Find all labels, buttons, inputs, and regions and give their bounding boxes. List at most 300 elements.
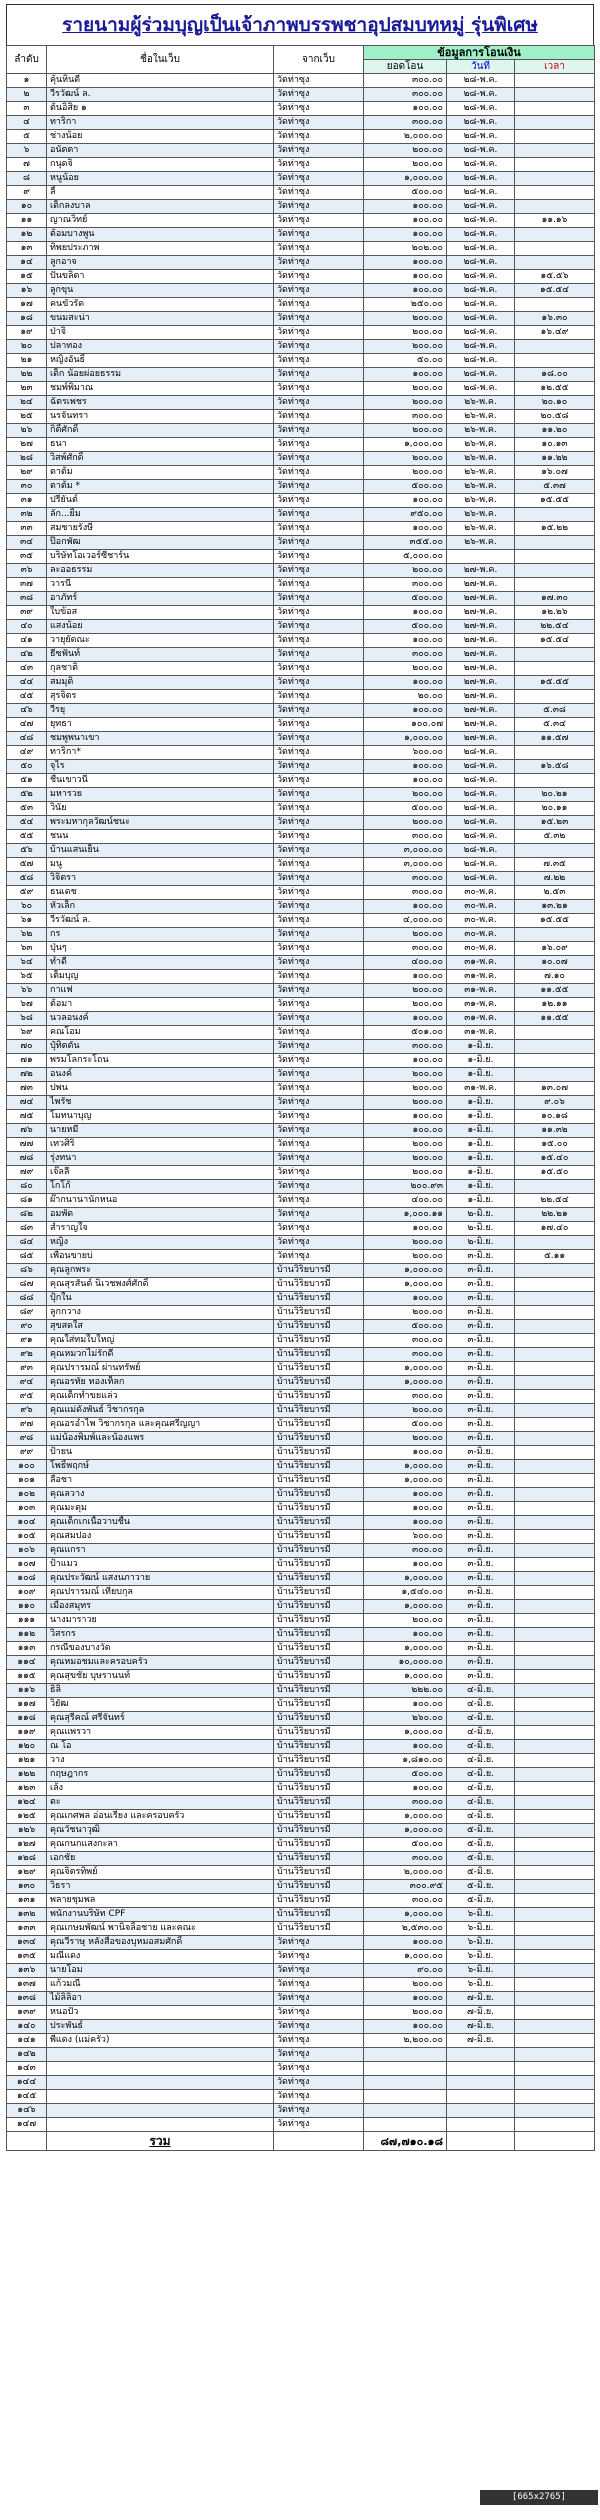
cell-from: บ้านวิริยบารมี	[274, 1418, 364, 1432]
cell-time	[515, 1418, 595, 1432]
cell-amount: ๑๐๐.๐๐	[364, 2020, 447, 2034]
cell-amount: ๑,๐๐๐.๐๐	[364, 1642, 447, 1656]
cell-name: คุณหมอชมและครอบครัว	[47, 1656, 274, 1670]
cell-no: ๔๔	[7, 676, 47, 690]
cell-amount: ๒๐๐.๐๐	[364, 158, 447, 172]
cell-date: ๓-มิ.ย.	[447, 1250, 515, 1264]
cell-date: ๓-มิ.ย.	[447, 1544, 515, 1558]
cell-time: ๑๑.๕๗	[515, 732, 595, 746]
cell-time	[515, 1446, 595, 1460]
cell-no: ๘๘	[7, 1292, 47, 1306]
cell-name: คุณแพรวา	[47, 1726, 274, 1740]
cell-name: ขนมสะน่า	[47, 312, 274, 326]
cell-no: ๙๑	[7, 1334, 47, 1348]
cell-time	[515, 928, 595, 942]
cell-time	[515, 1334, 595, 1348]
cell-from: วัดท่าซุง	[274, 466, 364, 480]
cell-amount: ๒๐๐.๐๐	[364, 928, 447, 942]
cell-amount: ๒๐๒.๐๐	[364, 242, 447, 256]
cell-no: ๙๙	[7, 1446, 47, 1460]
cell-from: บ้านวิริยบารมี	[274, 1684, 364, 1698]
cell-name: ทำดี	[47, 956, 274, 970]
table-row	[7, 1264, 595, 1278]
cell-no: ๑๔๓	[7, 2062, 47, 2076]
header-name: ชื่อในเว็บ	[47, 46, 274, 74]
cell-no: ๘	[7, 172, 47, 186]
cell-date: ๒๘-พ.ค.	[447, 816, 515, 830]
cell-no: ๖๗	[7, 998, 47, 1012]
table-row	[7, 886, 595, 900]
cell-time	[515, 1600, 595, 1614]
cell-from: วัดท่าซุง	[274, 1068, 364, 1082]
cell-from: วัดท่าซุง	[274, 74, 364, 88]
cell-name: คุณสุขชัย บุษรานนท์	[47, 1670, 274, 1684]
cell-time	[515, 1992, 595, 2006]
cell-from: วัดท่าซุง	[274, 718, 364, 732]
cell-date: ๓๑-พ.ค.	[447, 998, 515, 1012]
cell-date: ๒๘-พ.ค.	[447, 382, 515, 396]
cell-date: ๒๘-พ.ค.	[447, 788, 515, 802]
cell-no: ๑๐๗	[7, 1558, 47, 1572]
cell-no: ๗๓	[7, 1082, 47, 1096]
cell-time: ๒๒.๕๔	[515, 1194, 595, 1208]
cell-amount: ๑๐๐.๐๐	[364, 1446, 447, 1460]
cell-date: ๒๖-พ.ค.	[447, 410, 515, 424]
cell-amount: ๔๐๐.๐๐	[364, 956, 447, 970]
cell-time: ๑๕.๕๕	[515, 914, 595, 928]
cell-name: คุณเด็กทำขยแล่ว	[47, 1390, 274, 1404]
table-row	[7, 956, 595, 970]
cell-from: วัดท่าซุง	[274, 354, 364, 368]
cell-amount	[364, 2090, 447, 2104]
cell-from: วัดท่าซุง	[274, 1054, 364, 1068]
cell-date: ๒๘-พ.ค.	[447, 130, 515, 144]
cell-time	[515, 1376, 595, 1390]
cell-date: ๓-มิ.ย.	[447, 1488, 515, 1502]
cell-from: วัดท่าซุง	[274, 228, 364, 242]
cell-time: ๑๑.๑๖	[515, 214, 595, 228]
cell-time	[515, 1460, 595, 1474]
cell-time	[515, 116, 595, 130]
table-row	[7, 634, 595, 648]
cell-name: ทาริกา*	[47, 746, 274, 760]
cell-from: วัดท่าซุง	[274, 690, 364, 704]
cell-name: อนัตตา	[47, 144, 274, 158]
table-row	[7, 732, 595, 746]
cell-date: ๕-มิ.ย.	[447, 1880, 515, 1894]
table-row	[7, 1110, 595, 1124]
cell-date: ๓-มิ.ย.	[447, 1348, 515, 1362]
cell-time	[515, 354, 595, 368]
cell-time	[515, 1488, 595, 1502]
cell-date: ๒๖-พ.ค.	[447, 494, 515, 508]
table-row	[7, 1656, 595, 1670]
cell-date: ๑-มิ.ย.	[447, 1054, 515, 1068]
cell-time	[515, 1068, 595, 1082]
cell-date: ๕-มิ.ย.	[447, 1824, 515, 1838]
cell-time	[515, 186, 595, 200]
cell-name: ธนเดช	[47, 886, 274, 900]
cell-from: บ้านวิริยบารมี	[274, 1866, 364, 1880]
cell-name: วิสพ์ศักดิ์	[47, 452, 274, 466]
cell-date: ๒๘-พ.ค.	[447, 284, 515, 298]
cell-time	[515, 88, 595, 102]
cell-time	[515, 1264, 595, 1278]
cell-time	[515, 2020, 595, 2034]
cell-time	[515, 1656, 595, 1670]
cell-amount: ๑๐๐.๐๐	[364, 1628, 447, 1642]
cell-time	[515, 1054, 595, 1068]
cell-time: ๕.๓๒	[515, 830, 595, 844]
donor-sheet	[6, 4, 594, 2151]
cell-date: ๑-มิ.ย.	[447, 1194, 515, 1208]
cell-from: วัดท่าซุง	[274, 676, 364, 690]
cell-no: ๑๒๕	[7, 1810, 47, 1824]
cell-amount: ๕๐๐.๐๐	[364, 592, 447, 606]
cell-date: ๒๘-พ.ค.	[447, 312, 515, 326]
cell-from: วัดท่าซุง	[274, 1040, 364, 1054]
cell-date: ๖-มิ.ย.	[447, 1908, 515, 1922]
cell-from: บ้านวิริยบารมี	[274, 1600, 364, 1614]
cell-name: สุรจิตร	[47, 690, 274, 704]
cell-name	[47, 2062, 274, 2076]
cell-no: ๔๖	[7, 704, 47, 718]
cell-no: ๖๐	[7, 900, 47, 914]
cell-amount: ๑๐๐.๐๐	[364, 774, 447, 788]
cell-date: ๒๘-พ.ค.	[447, 802, 515, 816]
cell-from: บ้านวิริยบารมี	[274, 1488, 364, 1502]
cell-date: ๕-มิ.ย.	[447, 1866, 515, 1880]
cell-from: บ้านวิริยบารมี	[274, 1824, 364, 1838]
cell-amount: ๓๐๐.๐๐	[364, 116, 447, 130]
cell-name: คุณอรอำไพ วิชากรกุล และคุณศรีญญา	[47, 1418, 274, 1432]
cell-from: วัดท่าซุง	[274, 1950, 364, 1964]
cell-time: ๒๐.๒๑	[515, 788, 595, 802]
cell-time: ๑๐.๑๓	[515, 438, 595, 452]
cell-no: ๘๕	[7, 1250, 47, 1264]
table-row	[7, 704, 595, 718]
cell-amount: ๒,๐๐๐.๐๐	[364, 1866, 447, 1880]
cell-amount: ๕๐๐.๐๐	[364, 1320, 447, 1334]
cell-date: ๔-มิ.ย.	[447, 1684, 515, 1698]
cell-time	[515, 2048, 595, 2062]
cell-date	[447, 2048, 515, 2062]
header-time: เวลา	[515, 60, 595, 74]
cell-date: ๔-มิ.ย.	[447, 1698, 515, 1712]
cell-date	[447, 2118, 515, 2132]
cell-no: ๑๑๑	[7, 1614, 47, 1628]
cell-name: ไพรัช	[47, 1096, 274, 1110]
cell-from: บ้านวิริยบารมี	[274, 1502, 364, 1516]
cell-amount: ๒๖๐.๐๐	[364, 1712, 447, 1726]
table-row	[7, 1600, 595, 1614]
cell-date: ๓-มิ.ย.	[447, 1558, 515, 1572]
cell-from: บ้านวิริยบารมี	[274, 1852, 364, 1866]
cell-time: ๑๖.๔๙	[515, 326, 595, 340]
table-row	[7, 1348, 595, 1362]
table-row	[7, 1474, 595, 1488]
cell-name: ตาต้ม	[47, 466, 274, 480]
cell-date: ๓-มิ.ย.	[447, 1586, 515, 1600]
cell-no: ๖๔	[7, 956, 47, 970]
cell-date: ๒๖-พ.ค.	[447, 424, 515, 438]
cell-no: ๗๕	[7, 1110, 47, 1124]
cell-name: ปุ๋ทิตตัน	[47, 1040, 274, 1054]
cell-name: คุณใส่ทมใบใหญ่	[47, 1334, 274, 1348]
cell-from: วัดท่าซุง	[274, 1152, 364, 1166]
table-row	[7, 1824, 595, 1838]
table-row	[7, 1460, 595, 1474]
header-amount: ยอดโอน	[364, 60, 447, 74]
cell-no: ๒๓	[7, 382, 47, 396]
cell-from: วัดท่าซุง	[274, 774, 364, 788]
cell-from: วัดท่าซุง	[274, 704, 364, 718]
cell-name: ลูกขุน	[47, 284, 274, 298]
cell-date: ๓-มิ.ย.	[447, 1404, 515, 1418]
cell-amount: ๒๐๐.๐๐	[364, 998, 447, 1012]
cell-name: วิจิตรา	[47, 872, 274, 886]
cell-from: บ้านวิริยบารมี	[274, 1712, 364, 1726]
cell-date: ๔-มิ.ย.	[447, 1740, 515, 1754]
cell-name: รุ่งทนา	[47, 1152, 274, 1166]
cell-amount: ๒๐๐.๐๐	[364, 466, 447, 480]
cell-no: ๕	[7, 130, 47, 144]
cell-name: กนุดจิ	[47, 158, 274, 172]
cell-time	[515, 228, 595, 242]
cell-name: นรจันทรา	[47, 410, 274, 424]
table-row	[7, 676, 595, 690]
cell-date: ๓-มิ.ย.	[447, 1474, 515, 1488]
cell-from: วัดท่าซุง	[274, 578, 364, 592]
cell-time	[515, 508, 595, 522]
cell-date: ๒๘-พ.ค.	[447, 872, 515, 886]
cell-from: วัดท่าซุง	[274, 2048, 364, 2062]
cell-from: วัดท่าซุง	[274, 1964, 364, 1978]
cell-name: กุลชาติ	[47, 662, 274, 676]
cell-amount: ๒๐๐.๐๐	[364, 396, 447, 410]
cell-date: ๕-มิ.ย.	[447, 1852, 515, 1866]
cell-no: ๗๐	[7, 1040, 47, 1054]
cell-amount: ๑๐๐.๐๗	[364, 718, 447, 732]
cell-time	[515, 1712, 595, 1726]
cell-no: ๙๕	[7, 1390, 47, 1404]
cell-no: ๓๑	[7, 494, 47, 508]
cell-no: ๖๘	[7, 1012, 47, 1026]
cell-no: ๘๔	[7, 1236, 47, 1250]
cell-time	[515, 1530, 595, 1544]
cell-date: ๓-มิ.ย.	[447, 1306, 515, 1320]
cell-from: วัดท่าซุง	[274, 844, 364, 858]
cell-time	[515, 1824, 595, 1838]
cell-date: ๒๘-พ.ค.	[447, 746, 515, 760]
cell-no: ๑๐๔	[7, 1516, 47, 1530]
cell-name: คุณแกรา	[47, 1544, 274, 1558]
cell-from: วัดท่าซุง	[274, 2062, 364, 2076]
cell-time	[515, 550, 595, 564]
table-row	[7, 2062, 595, 2076]
cell-name: คุ้นหินดี	[47, 74, 274, 88]
cell-no: ๑๔๕	[7, 2090, 47, 2104]
cell-from: วัดท่าซุง	[274, 2034, 364, 2048]
table-row	[7, 802, 595, 816]
cell-amount: ๑๐๐.๐๐	[364, 1488, 447, 1502]
cell-date: ๓-มิ.ย.	[447, 1530, 515, 1544]
cell-from: บ้านวิริยบารมี	[274, 1264, 364, 1278]
cell-amount: ๑๐๐.๐๐	[364, 214, 447, 228]
cell-time	[515, 1852, 595, 1866]
cell-from: วัดท่าซุง	[274, 200, 364, 214]
cell-time	[515, 648, 595, 662]
cell-name: ยุทธา	[47, 718, 274, 732]
cell-amount: ๔,๐๐๐.๐๐	[364, 914, 447, 928]
cell-name: ปรียันต์	[47, 494, 274, 508]
cell-date: ๒๖-พ.ค.	[447, 452, 515, 466]
table-row	[7, 620, 595, 634]
cell-no: ๑๔๔	[7, 2076, 47, 2090]
cell-no: ๑๓๔	[7, 1936, 47, 1950]
cell-name: ฉัตรเพชร	[47, 396, 274, 410]
table-row	[7, 466, 595, 480]
cell-date: ๒๘-พ.ค.	[447, 760, 515, 774]
cell-name: กรณีของบางวัด	[47, 1642, 274, 1656]
cell-time: ๑๕.๕๔	[515, 634, 595, 648]
cell-no: ๒๒	[7, 368, 47, 382]
table-row	[7, 1432, 595, 1446]
cell-date: ๓-มิ.ย.	[447, 1292, 515, 1306]
cell-time: ๑๕.๕๖	[515, 270, 595, 284]
cell-date: ๒๗-พ.ค.	[447, 732, 515, 746]
cell-from: วัดท่าซุง	[274, 424, 364, 438]
cell-no: ๑๐๕	[7, 1530, 47, 1544]
table-row	[7, 298, 595, 312]
table-row	[7, 2104, 595, 2118]
cell-name: พี่แดง (แม่ครัว)	[47, 2034, 274, 2048]
cell-name: ชมพูพนาเขา	[47, 732, 274, 746]
cell-amount: ๑๐๐.๐๐	[364, 368, 447, 382]
cell-time: ๑๗.๔๐	[515, 1222, 595, 1236]
cell-from: บ้านวิริยบารมี	[274, 1306, 364, 1320]
cell-name: โพธิ์พฤกษ์	[47, 1460, 274, 1474]
cell-amount: ๖๐๐.๐๐	[364, 1530, 447, 1544]
cell-time	[515, 844, 595, 858]
cell-from: วัดท่าซุง	[274, 858, 364, 872]
cell-no: ๙๓	[7, 1362, 47, 1376]
cell-name: ตะ	[47, 1796, 274, 1810]
table-row	[7, 312, 595, 326]
cell-amount: ๓๐๐.๐๐	[364, 1544, 447, 1558]
cell-name: คนขัวรัด	[47, 298, 274, 312]
cell-no: ๑๐๒	[7, 1488, 47, 1502]
cell-no: ๘๙	[7, 1306, 47, 1320]
cell-from: วัดท่าซุง	[274, 970, 364, 984]
cell-name: ลูกกวาง	[47, 1306, 274, 1320]
cell-amount: ๓๐๐.๐๐	[364, 872, 447, 886]
cell-no: ๑๒	[7, 228, 47, 242]
cell-date: ๒๘-พ.ค.	[447, 74, 515, 88]
cell-from: บ้านวิริยบารมี	[274, 1362, 364, 1376]
table-row	[7, 1334, 595, 1348]
cell-name: ต้อมบางพูน	[47, 228, 274, 242]
cell-date: ๓-มิ.ย.	[447, 1376, 515, 1390]
cell-name: ต้อมา	[47, 998, 274, 1012]
cell-name: คุณเด็กเกเนื้อวาบชื้น	[47, 1516, 274, 1530]
cell-no: ๑๓๖	[7, 1964, 47, 1978]
cell-amount: ๑,๐๐๐.๐๐	[364, 1670, 447, 1684]
cell-no: ๙๐	[7, 1320, 47, 1334]
cell-amount: ๔๐๐.๐๐	[364, 1194, 447, 1208]
table-row	[7, 354, 595, 368]
cell-no: ๘๐	[7, 1180, 47, 1194]
cell-no: ๑๑๔	[7, 1656, 47, 1670]
table-row	[7, 256, 595, 270]
cell-from: บ้านวิริยบารมี	[274, 1754, 364, 1768]
cell-amount: ๑๐๐.๐๐	[364, 1222, 447, 1236]
cell-from: บ้านวิริยบารมี	[274, 1894, 364, 1908]
cell-date: ๓-มิ.ย.	[447, 1362, 515, 1376]
cell-time	[515, 158, 595, 172]
cell-date: ๔-มิ.ย.	[447, 1782, 515, 1796]
cell-amount: ๕,๐๐๐.๐๐	[364, 550, 447, 564]
cell-time	[515, 1782, 595, 1796]
cell-from: วัดท่าซุง	[274, 1138, 364, 1152]
cell-name: คุณปรารมณ์ ผ่านทรัพย์	[47, 1362, 274, 1376]
cell-time: ๑๕.๕๕	[515, 676, 595, 690]
cell-no: ๒๘	[7, 452, 47, 466]
cell-date: ๒๗-พ.ค.	[447, 564, 515, 578]
cell-time	[515, 1586, 595, 1600]
cell-amount	[364, 2076, 447, 2090]
cell-no: ๒๔	[7, 396, 47, 410]
table-row	[7, 858, 595, 872]
cell-no: ๑	[7, 74, 47, 88]
cell-amount: ๑,๐๐๐.๐๐	[364, 1278, 447, 1292]
cell-no: ๕๙	[7, 886, 47, 900]
cell-from: บ้านวิริยบารมี	[274, 1446, 364, 1460]
cell-time	[515, 1684, 595, 1698]
cell-time: ๑๑.๓๒	[515, 1124, 595, 1138]
footer-total: ๘๗,๗๑๐.๑๘	[364, 2132, 447, 2151]
cell-time	[515, 1026, 595, 1040]
cell-amount: ๑๐๐.๐๐	[364, 1936, 447, 1950]
cell-from: วัดท่าซุง	[274, 1236, 364, 1250]
header-date: วันที่	[447, 60, 515, 74]
cell-time: ๒.๕๓	[515, 886, 595, 900]
cell-no: ๖	[7, 144, 47, 158]
cell-no: ๓๓	[7, 522, 47, 536]
cell-from: บ้านวิริยบารมี	[274, 1908, 364, 1922]
cell-date: ๔-มิ.ย.	[447, 1768, 515, 1782]
cell-amount: ๑๐๐.๐๐	[364, 760, 447, 774]
cell-time	[515, 1754, 595, 1768]
cell-time: ๒๐.๕๘	[515, 410, 595, 424]
cell-date: ๓๐-พ.ค.	[447, 928, 515, 942]
cell-time	[515, 242, 595, 256]
cell-no: ๗๙	[7, 1166, 47, 1180]
cell-from: วัดท่าซุง	[274, 1194, 364, 1208]
cell-from: วัดท่าซุง	[274, 746, 364, 760]
cell-from: บ้านวิริยบารมี	[274, 1544, 364, 1558]
cell-no: ๓๒	[7, 508, 47, 522]
cell-time	[515, 1404, 595, 1418]
cell-no: ๑๔๗	[7, 2118, 47, 2132]
cell-no: ๒๙	[7, 466, 47, 480]
cell-date: ๒๗-พ.ค.	[447, 634, 515, 648]
cell-no: ๘๒	[7, 1208, 47, 1222]
cell-name: เต็มบุญ	[47, 970, 274, 984]
cell-no: ๑๒๑	[7, 1754, 47, 1768]
cell-time	[515, 1908, 595, 1922]
cell-date: ๓-มิ.ย.	[447, 1278, 515, 1292]
